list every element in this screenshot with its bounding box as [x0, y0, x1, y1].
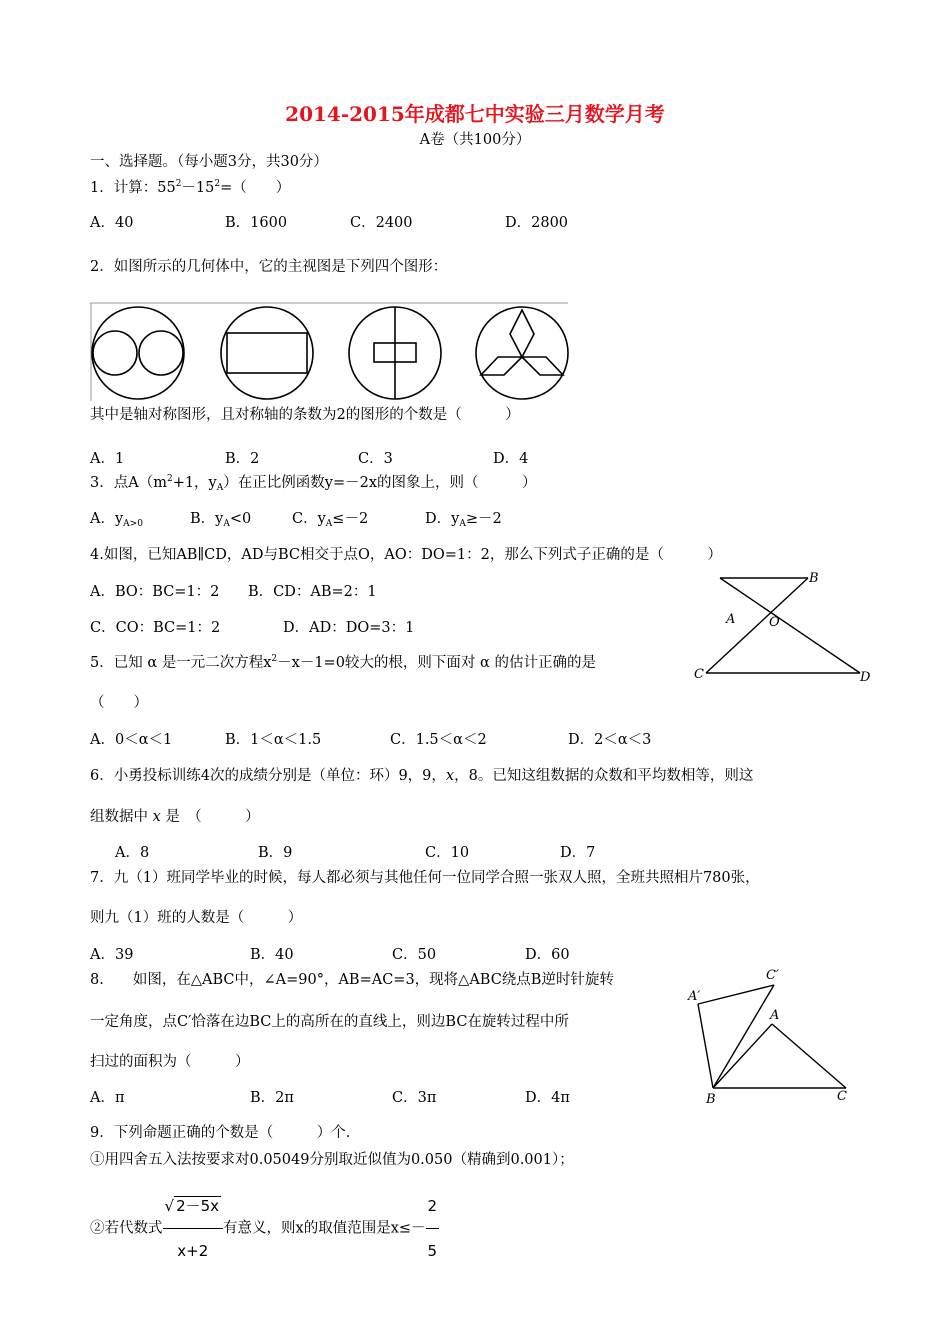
- algebraic-fraction: $\frac{√ 2-5x}{x+2}$: [163, 1184, 224, 1273]
- q1-option-d: D．2800: [505, 215, 569, 231]
- label-c: C: [837, 1089, 847, 1104]
- question-9-item-1: ①用四舍五入法按要求对0.05049分别取近似值为0.050（精确到0.001）；: [90, 1152, 574, 1168]
- q4-triangle-figure: [690, 565, 880, 690]
- question-5: 5．已知 α 是一元二次方程$x^2-x-1=0$较大的根，则下面对 α 的估计正确的是: [90, 654, 596, 671]
- question-5-paren: （ ）: [90, 695, 148, 711]
- q7-option-d: D．60: [525, 947, 570, 963]
- question-4: 4.如图，已知AB∥CD，AD与BC相交于点O，AO：DO=1：2，那么下列式子正确的是（ ）: [90, 547, 722, 563]
- label-b: B: [809, 571, 819, 586]
- q8-option-d: D．4π: [525, 1090, 570, 1106]
- q7-option-c: C．50: [392, 947, 437, 963]
- section-heading: 一、选择题。（每小题3分，共30分）: [90, 154, 328, 170]
- q8-option-c: C．3π: [392, 1090, 437, 1106]
- label-a: A: [770, 1008, 780, 1023]
- question-6: 6．小勇投标训练4次的成绩分别是（单位：环）9，9，x，8。已知这组数据的众数和平均数相等，则这: [90, 768, 754, 784]
- q1-option-a: A．40: [90, 215, 134, 231]
- q1-option-c: C．2400: [350, 215, 413, 231]
- q4-option-b: B．CD：AB=2：1: [248, 584, 377, 600]
- label-c-prime: C′: [766, 968, 779, 983]
- q2-figure-strip: [90, 302, 570, 402]
- q3-option-a: A．$y_{A>0}$: [90, 511, 143, 529]
- figure-circle-three-rhombi: [476, 307, 568, 399]
- q4-option-c: C．CO：BC=1：2: [90, 620, 221, 636]
- label-a-prime: A′: [688, 989, 701, 1004]
- label-o: O: [769, 615, 780, 630]
- q1-option-b: B．1600: [225, 215, 288, 231]
- question-8: 8. 如图，在△ABC中，∠A=90°，AB=AC=3，现将△ABC绕点B逆时针旋转: [90, 972, 614, 988]
- label-a: A: [726, 612, 736, 627]
- label-b: B: [706, 1092, 716, 1107]
- q8-option-b: B．2π: [250, 1090, 294, 1106]
- question-7-cont: 则九（1）班的人数是（ ）: [90, 910, 303, 926]
- question-2-follow: 其中是轴对称图形，且对称轴的条数为2的图形的个数是（ ）: [90, 407, 520, 423]
- q5-option-d: D．2＜α＜3: [568, 732, 652, 748]
- q3-option-c: C．$y_A\le-2$: [292, 511, 369, 529]
- q6-option-b: B．9: [258, 845, 293, 861]
- q6-option-c: C．10: [425, 845, 470, 861]
- q2-option-a: A．1: [90, 451, 125, 467]
- q2-option-b: B．2: [225, 451, 260, 467]
- label-c: C: [694, 667, 704, 682]
- q8-option-a: A．π: [90, 1090, 125, 1106]
- q4-option-a: A．BO：BC=1：2: [90, 584, 220, 600]
- q4-option-d: D．AD：DO=3：1: [283, 620, 415, 636]
- question-9: 9．下列命题正确的个数是（ ）个.: [90, 1125, 351, 1141]
- q5-option-b: B．1＜α＜1.5: [225, 732, 322, 748]
- q8-rotation-figure: [680, 960, 860, 1110]
- q3-option-d: D．$y_A\ge-2$: [425, 511, 502, 529]
- question-1: 1．计算：$55^2-15^2=$（ ）: [90, 179, 291, 196]
- page-title: 2014-2015年成都七中实验三月数学月考: [285, 102, 665, 126]
- question-6-cont: 组数据中 x 是 （ ）: [90, 809, 260, 825]
- question-2: 2．如图所示的几何体中，它的主视图是下列四个图形：: [90, 259, 448, 275]
- q6-option-a: A．8: [115, 845, 150, 861]
- q2-option-c: C．3: [358, 451, 393, 467]
- figure-circle-two-circles: [92, 307, 184, 399]
- question-9-item-2: ②若代数式 $\frac{√ 2-5x}{x+2}$ 有意义，则x的取值范围是x≤－ $\frac{2}{5}$: [90, 1184, 439, 1273]
- q5-option-c: C．1.5＜α＜2: [390, 732, 487, 748]
- page-subtitle: A卷（共100分）: [419, 132, 531, 148]
- q7-option-b: B．40: [250, 947, 294, 963]
- label-d: D: [860, 670, 871, 685]
- q6-option-d: D．7: [560, 845, 596, 861]
- question-3: 3．点$A(m^2+1$，$y_A$）在正比例函数y=－2x的图象上，则（ ）: [90, 474, 537, 493]
- figure-circle-line-rectangle: [349, 307, 441, 399]
- question-7: 7．九（1）班同学毕业的时候，每人都必须与其他任何一位同学合照一张双人照，全班共照相片780张，: [90, 870, 760, 886]
- q2-option-d: D．4: [493, 451, 529, 467]
- question-8-cont: 一定角度，点C′恰落在边BC上的高所在的直线上，则边BC在旋转过程中所: [90, 1014, 569, 1030]
- q7-option-a: A．39: [90, 947, 134, 963]
- question-8-cont-2: 扫过的面积为（ ）: [90, 1054, 250, 1070]
- figure-circle-rectangle: [221, 307, 313, 399]
- q5-option-a: A．0＜α＜1: [90, 732, 173, 748]
- numeric-fraction: $\frac{2}{5}$: [426, 1184, 440, 1273]
- q3-option-b: B．$y_A<0$: [190, 511, 252, 529]
